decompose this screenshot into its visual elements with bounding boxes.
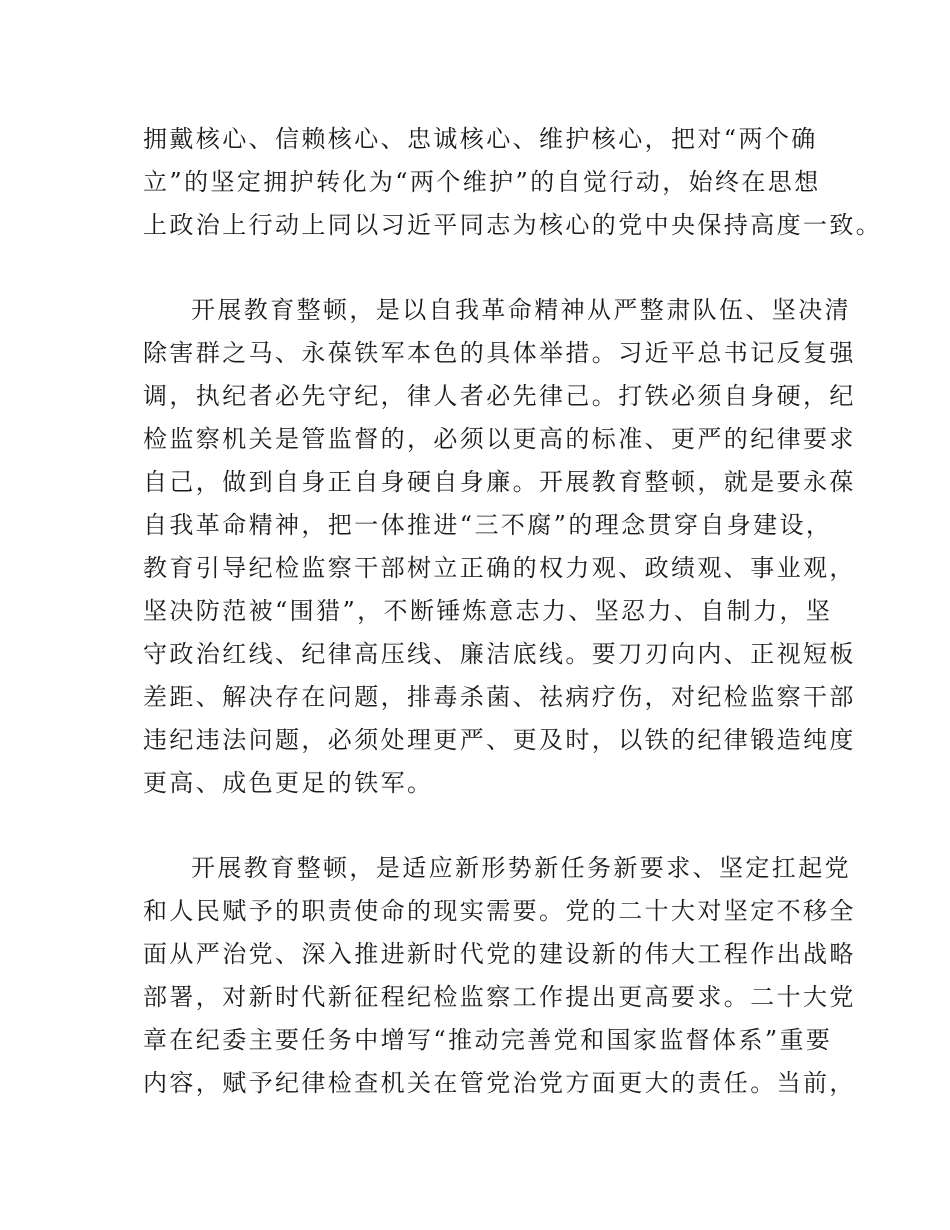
text-line: 和人民赋予的职责使命的现实需要。党的二十大对坚定不移全 <box>143 897 856 925</box>
text-line: 违纪违法问题，必须处理更严、更及时，以铁的纪律锻造纯度 <box>143 726 856 754</box>
text-line: 教育引导纪检监察干部树立正确的权力观、政绩观、事业观， <box>143 554 856 582</box>
text-line: 除害群之马、永葆铁军本色的具体举措。习近平总书记反复强 <box>143 339 856 367</box>
text-line: 检监察机关是管监督的，必须以更高的标准、更严的纪律要求 <box>143 425 856 453</box>
text-line: 拥戴核心、信赖核心、忠诚核心、维护核心，把对“两个确 <box>143 125 818 153</box>
text-line: 调，执纪者必先守纪，律人者必先律己。打铁必须自身硬，纪 <box>143 382 856 410</box>
text-line: 自我革命精神，把一体推进“三不腐”的理念贯穿自身建设， <box>143 511 833 539</box>
text-line: 立”的坚定拥护转化为“两个维护”的自觉行动，始终在思想 <box>143 168 821 196</box>
text-line: 章在纪委主要任务中增写“推动完善党和国家监督体系”重要 <box>143 1026 833 1054</box>
text-line: 开展教育整顿，是适应新形势新任务新要求、坚定扛起党 <box>191 854 851 882</box>
text-line: 面从严治党、深入推进新时代党的建设新的伟大工程作出战略 <box>143 940 856 968</box>
text-line: 上政治上行动上同以习近平同志为核心的党中央保持高度一致。 <box>143 211 883 239</box>
text-line: 开展教育整顿，是以自我革命精神从严整肃队伍、坚决清 <box>191 296 851 324</box>
text-line: 更高、成色更足的铁军。 <box>143 769 434 797</box>
text-line: 内容，赋予纪律检查机关在管党治党方面更大的责任。当前， <box>143 1069 856 1097</box>
text-line: 守政治红线、纪律高压线、廉洁底线。要刀刃向内、正视短板 <box>143 640 856 668</box>
text-line: 坚决防范被“围猎”，不断锤炼意志力、坚忍力、自制力，坚 <box>143 597 833 625</box>
text-line: 自己，做到自身正自身硬自身廉。开展教育整顿，就是要永葆 <box>143 468 856 496</box>
text-line: 部署，对新时代新征程纪检监察工作提出更高要求。二十大党 <box>143 983 856 1011</box>
text-line: 差距、解决存在问题，排毒杀菌、祛病疗伤，对纪检监察干部 <box>143 683 856 711</box>
